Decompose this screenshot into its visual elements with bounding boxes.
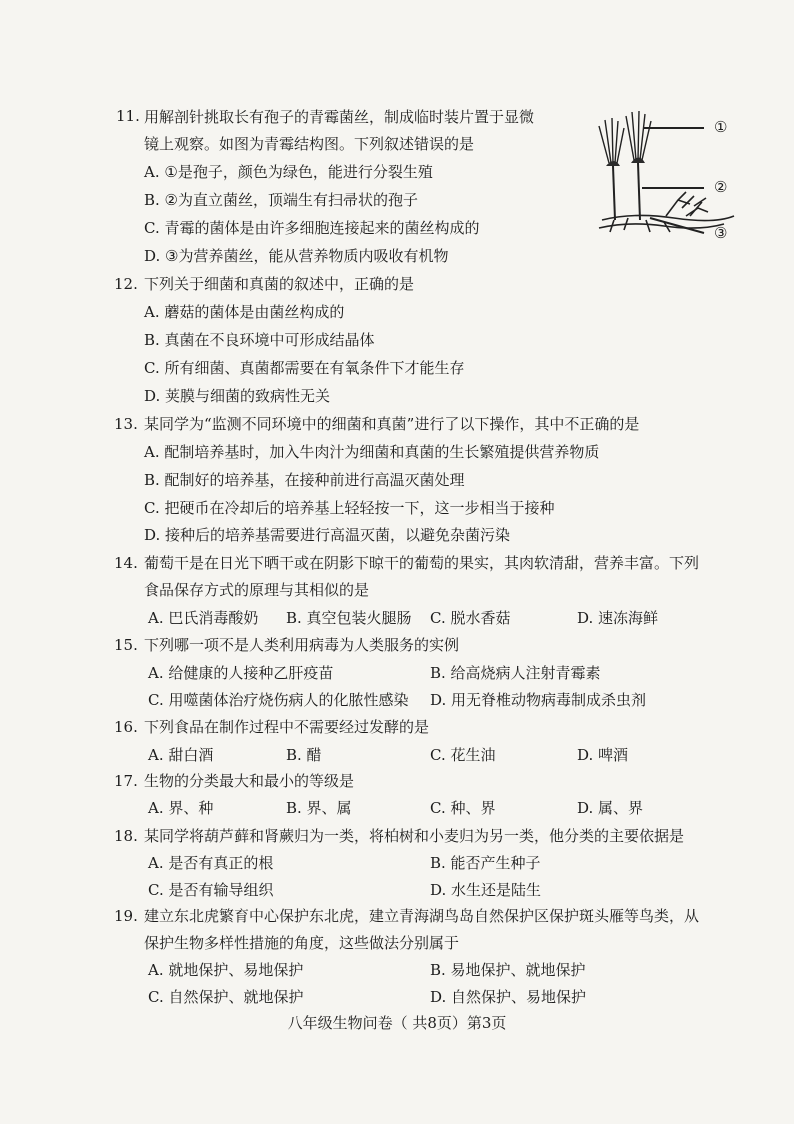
option-d: D. 啤酒 [577,746,629,764]
question-stem: 下列食品在制作过程中不需要经过发酵的是 [144,718,430,736]
option-b: B. 界、属 [286,799,352,817]
question-number: 18. [114,827,138,845]
question-stem: 保护生物多样性措施的角度，这些做法分别属于 [144,934,460,952]
option-c: C. 自然保护、就地保护 [148,988,304,1006]
option-d: D. 水生还是陆生 [430,881,542,899]
option-c: C. 是否有输导组织 [148,881,274,899]
question-number: 11. [116,107,140,125]
question-stem: 某同学将葫芦藓和肾蕨归为一类，将柏树和小麦归为另一类，他分类的主要依据是 [144,827,685,845]
question-number: 13. [114,415,138,433]
option-a: A. 巴氏消毒酸奶 [148,609,259,627]
question-number: 17. [114,772,138,790]
question-number: 19. [114,907,138,925]
option-c: C. 所有细菌、真菌都需要在有氧条件下才能生存 [144,359,465,377]
option-c: C. 花生油 [430,746,496,764]
question-stem: 生物的分类最大和最小的等级是 [144,772,355,790]
diagram-label-1: ① [714,118,728,136]
question-stem: 下列哪一项不是人类利用病毒为人类服务的实例 [144,636,460,654]
option-b: B. ②为直立菌丝，顶端生有扫帚状的孢子 [144,191,419,209]
question-number: 15. [114,636,138,654]
option-b: B. 易地保护、就地保护 [430,961,586,979]
question-stem: 用解剖针挑取长有孢子的青霉菌丝，制成临时装片置于显微 [144,108,535,126]
option-b: B. 醋 [286,746,322,764]
option-a: A. 配制培养基时，加入牛肉汁为细菌和真菌的生长繁殖提供营养物质 [144,443,600,461]
option-d: D. ③为营养菌丝，能从营养物质内吸收有机物 [144,247,449,265]
option-a: A. 界、种 [148,799,214,817]
page-footer: 八年级生物问卷（ 共8页）第3页 [287,1014,507,1032]
question-number: 14. [114,554,138,572]
option-d: D. 荚膜与细菌的致病性无关 [144,387,331,405]
option-c: C. 把硬币在冷却后的培养基上轻轻按一下，这一步相当于接种 [144,499,555,517]
option-d: D. 用无脊椎动物病毒制成杀虫剂 [430,691,647,709]
option-c: C. 脱水香菇 [430,609,511,627]
option-a: A. 甜白酒 [148,746,214,764]
question-stem: 建立东北虎繁育中心保护东北虎，建立青海湖鸟岛自然保护区保护斑头雁等鸟类，从 [144,907,700,925]
question-stem: 镜上观察。如图为青霉结构图。下列叙述错误的是 [144,135,475,153]
option-b: B. 真菌在不良环境中可形成结晶体 [144,331,375,349]
question-number: 12. [114,275,138,293]
option-b: B. 能否产生种子 [430,854,541,872]
option-c: C. 用噬菌体治疗烧伤病人的化脓性感染 [148,691,409,709]
option-d: D. 自然保护、易地保护 [430,988,587,1006]
option-d: D. 速冻海鲜 [577,609,659,627]
question-stem: 食品保存方式的原理与其相似的是 [144,581,370,599]
option-b: B. 真空包装火腿肠 [286,609,412,627]
option-b: B. 给高烧病人注射青霉素 [430,664,601,682]
option-c: C. 青霉的菌体是由许多细胞连接起来的菌丝构成的 [144,219,480,237]
option-a: A. ①是孢子，颜色为绿色，能进行分裂生殖 [144,163,433,181]
question-stem: 某同学为“监测不同环境中的细菌和真菌”进行了以下操作，其中不正确的是 [144,415,640,433]
question-stem: 下列关于细菌和真菌的叙述中，正确的是 [144,275,415,293]
option-c: C. 种、界 [430,799,496,817]
question-stem: 葡萄干是在日光下晒干或在阴影下晾干的葡萄的果实，其肉软清甜，营养丰富。下列 [144,554,700,572]
option-d: D. 属、界 [577,799,644,817]
option-a: A. 蘑菇的菌体是由菌丝构成的 [144,303,345,321]
option-b: B. 配制好的培养基，在接种前进行高温灭菌处理 [144,471,465,489]
option-a: A. 给健康的人接种乙肝疫苗 [148,664,334,682]
option-a: A. 是否有真正的根 [148,854,274,872]
diagram-label-2: ② [714,178,728,196]
question-number: 16. [114,718,138,736]
diagram-label-3: ③ [714,224,728,242]
option-d: D. 接种后的培养基需要进行高温灭菌，以避免杂菌污染 [144,526,511,544]
option-a: A. 就地保护、易地保护 [148,961,304,979]
